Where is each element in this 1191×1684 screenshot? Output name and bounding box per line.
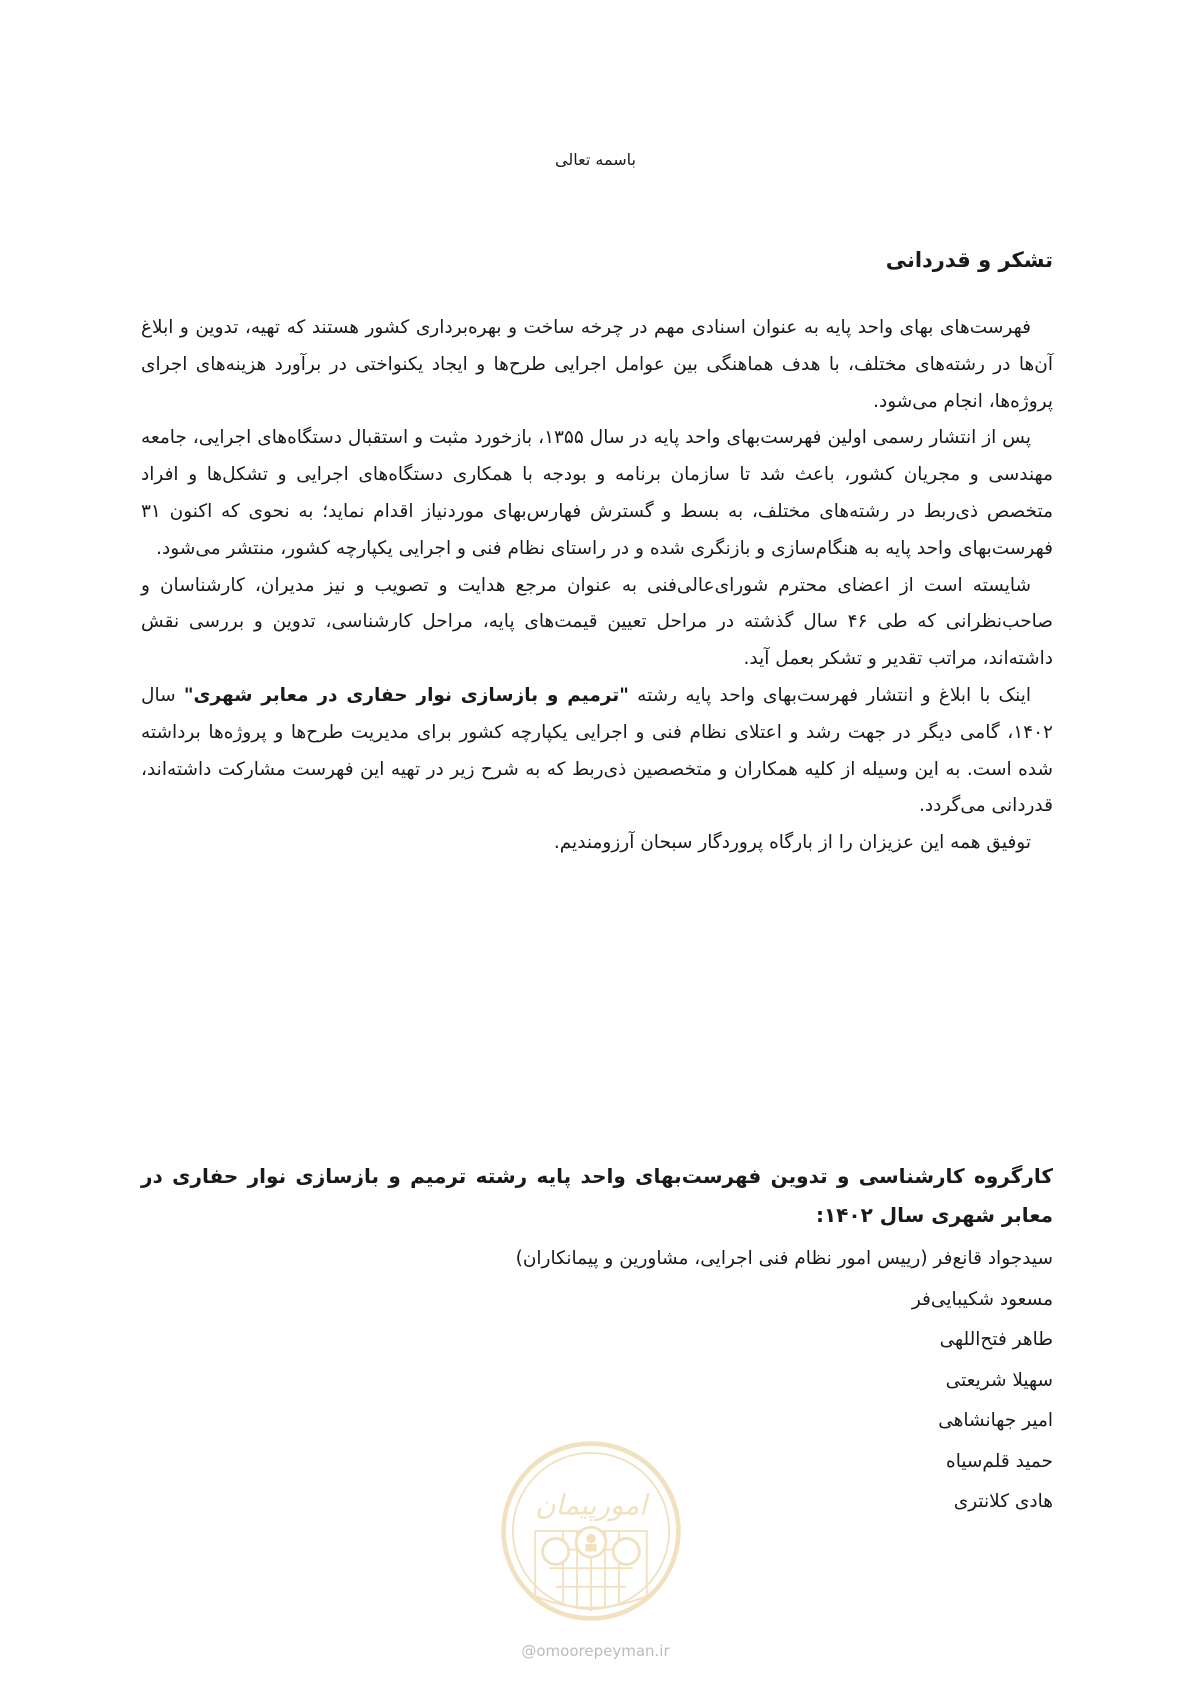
list-item: هادی کلانتری xyxy=(953,1491,1053,1512)
paragraph-text: سال ۱۴۰۲، گامی دیگر در جهت رشد و اعتلای نظام فنی و اجرایی یکپارچه کشور برای مدیریت طرح‌ها و پروژه‌ها برداشته شده است. به این وسیله از کلیه همکاران و متخصصین ذی‌ربط که به شرح زیر در تهیه این فهرست مشارکت داشته‌اند، قدردانی می‌گردد. xyxy=(141,684,1053,817)
list-item: حمید قلم‌سیاه xyxy=(946,1450,1053,1472)
list-item: مسعود شکیبایی‌فر xyxy=(911,1288,1053,1310)
paragraph-announcement xyxy=(141,678,1053,825)
committee-heading: کارگروه کارشناسی و تدوین فهرست‌بهای واحد پایه رشته ترمیم و بازسازی نوار حفاری در معابر شهری سال ۱۴۰۲: xyxy=(141,1164,1053,1227)
acknowledgement-body xyxy=(141,310,1053,862)
list-item: امیر جهانشاهی xyxy=(938,1410,1053,1431)
paragraph-text: اینک با ابلاغ و انتشار فهرست‌بهای واحد پایه رشته xyxy=(628,684,1031,706)
page-title: تشکر و قدردانی xyxy=(885,248,1053,272)
invocation-heading: باسمه تعالی xyxy=(555,150,636,169)
watermark-site: @omoorepeyman.ir xyxy=(521,1642,670,1660)
logo-text: امورپیمان xyxy=(535,1488,647,1522)
discipline-name: "ترمیم و بازسازی نوار حفاری در معابر شهری" xyxy=(183,684,629,706)
list-item: طاهر فتح‌اللهی xyxy=(939,1329,1053,1350)
paragraph: فهرست‌های بهای واحد پایه به عنوان اسنادی مهم در چرخه ساخت و بهره‌برداری کشور هستند که تهیه، تدوین و ابلاغ آن‌ها در رشته‌های مختلف، با هدف هماهنگی بین عوامل اجرایی طرح‌ها و ایجاد یکنواختی در برآورد هزینه‌های اجرای پروژه‌ها، انجام می‌شود. xyxy=(141,317,1053,412)
watermark-logo xyxy=(498,1438,684,1624)
list-item: سهیلا شریعتی xyxy=(945,1369,1053,1391)
list-item: سیدجواد قانع‌فر (رییس امور نظام فنی اجرایی، مشاورین و پیمانکاران) xyxy=(515,1248,1053,1269)
paragraph: پس از انتشار رسمی اولین فهرست‌بهای واحد پایه در سال ۱۳۵۵، بازخورد مثبت و استقبال دستگاه‌های اجرایی، جامعه مهندسی و مجریان کشور، باعث شد تا سازمان برنامه و بودجه با همکاری دستگاه‌های اجرایی و تشکل‌ها و افراد متخصص ذی‌ربط در رشته‌های مختلف، به بسط و گسترش فهارس‌بهای موردنیاز اقدام نماید؛ به نحوی که اکنون ۳۱ فهرست‌بهای واحد پایه به هنگام‌سازی و بازنگری شده و در راستای نظام فنی و اجرایی یکپارچه کشور، منتشر می‌شود. xyxy=(141,427,1053,559)
paragraph: شایسته است از اعضای محترم شورای‌عالی‌فنی به عنوان مرجع هدایت و تصویب و نیز مدیران، کارشناسان و صاحب‌نظرانی که طی ۴۶ سال گذشته در مراحل تعیین قیمت‌های پایه، مراحل کارشناسی، تدوین و بررسی نقش داشته‌اند، مراتب تقدیر و تشکر بعمل آید. xyxy=(141,574,1053,670)
closing-line: توفیق همه این عزیزان را از بارگاه پروردگار سبحان آرزومندیم. xyxy=(553,832,1031,854)
